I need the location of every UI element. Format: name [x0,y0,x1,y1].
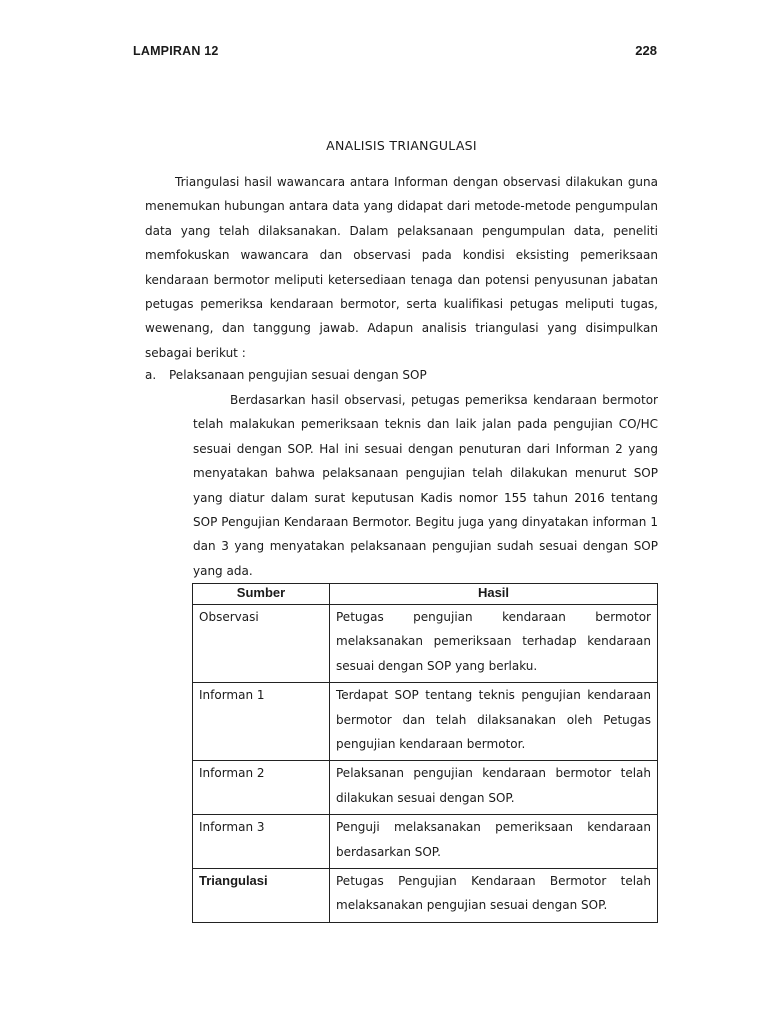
row-result: Petugas Pengujian Kendaraan Bermotor telah melaksanakan pengujian sesuai dengan SOP. [330,869,658,923]
row-result: Terdapat SOP tentang teknis pengujian kendaraan bermotor dan telah dilaksanakan oleh Petugas pengujian kendaraan bermotor. [330,683,658,761]
row-source: Observasi [193,605,330,683]
row-source: Informan 2 [193,761,330,815]
table-row [193,683,658,761]
document-header-label: LAMPIRAN 12 [133,44,219,58]
section-a-paragraph: Berdasarkan hasil observasi, petugas pemeriksa kendaraan bermotor telah malakukan pemeriksaan teknis dan laik jalan pada pengujian CO/HC sesuai dengan SOP. Hal ini sesuai dengan penuturan dari Informan 2 yang menyatakan bahwa pelaksanaan pengujian telah dilakukan menurut SOP yang diatur dalam surat keputusan Kadis nomor 155 tahun 2016 tentang SOP Pengujian Kendaraan Bermotor. Begitu juga yang dinyatakan informan 1 dan 3 yang menyatakan pelaksanaan pengujian sudah sesuai dengan SOP yang ada. [193,393,658,578]
triangulation-table [192,583,658,923]
row-result: Penguji melaksanakan pemeriksaan kendaraan berdasarkan SOP. [330,815,658,869]
row-source: Informan 3 [193,815,330,869]
row-result: Petugas pengujian kendaraan bermotor melaksanakan pemeriksaan terhadap kendaraan sesuai dengan SOP yang berlaku. [330,605,658,683]
table-row [193,605,658,683]
table-header-row [193,584,658,605]
page-number: 228 [635,43,657,58]
section-a-marker: a. [145,368,157,382]
row-source-triangulasi: Triangulasi [193,869,330,923]
row-source: Informan 1 [193,683,330,761]
column-header-hasil: Hasil [330,584,658,605]
section-a-heading [145,365,427,385]
column-header-sumber: Sumber [193,584,330,605]
table-row-summary [193,869,658,923]
intro-paragraph: Triangulasi hasil wawancara antara Informan dengan observasi dilakukan guna menemukan hubungan antara data yang didapat dari metode-metode pengumpulan data yang telah dilaksanakan. Dalam pelaksanaan pengumpulan data, peneliti memfokuskan wawancara dan observasi pada kondisi eksisting pemeriksaan kendaraan bermotor meliputi ketersediaan tenaga dan potensi penyusunan jabatan petugas pemeriksa kendaraan bermotor, serta kualifikasi petugas meliputi tugas, wewenang, dan tanggung jawab. Adapun analisis triangulasi yang disimpulkan sebagai berikut : [145,175,658,360]
section-a-heading-text: Pelaksanaan pengujian sesuai dengan SOP [169,368,427,382]
document-title: ANALISIS TRIANGULASI [326,138,477,153]
row-result: Pelaksanan pengujian kendaraan bermotor telah dilakukan sesuai dengan SOP. [330,761,658,815]
table-row [193,761,658,815]
table-row [193,815,658,869]
